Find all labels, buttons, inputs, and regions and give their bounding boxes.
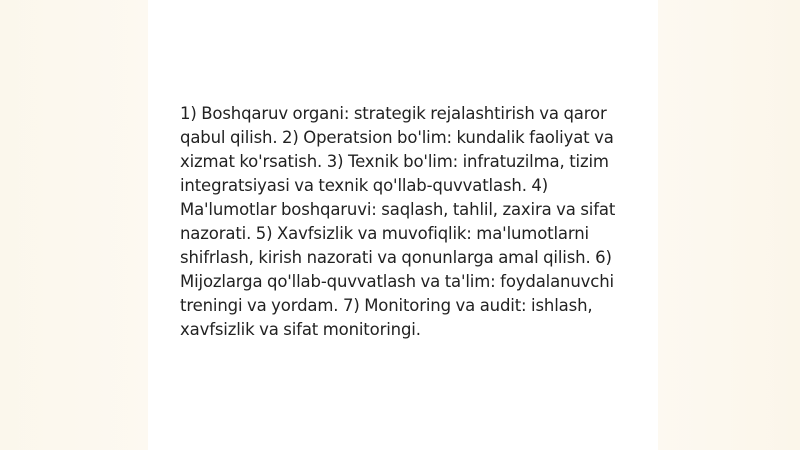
document-page <box>148 0 658 450</box>
document-paragraph: 1) Boshqaruv organi: strategik rejalashtirish va qaror qabul qilish. 2) Operatsion bo'lim: kundalik faoliyat va xizmat ko'rsatish. 3) Texnik bo'lim: infratuzilma, tizim integratsiyasi va texnik qo'llab-quvvatlash. 4) Ma'lumotlar boshqaruvi: saqlash, tahlil, zaxira va sifat nazorati. 5) Xavfsizlik va muvofiqlik: ma'lumotlarni shifrlash, kirish nazorati va qonunlarga amal qilish. 6) Mijozlarga qo'llab-quvvatlash va ta'lim: foydalanuvchi treningi va yordam. 7) Monitoring va audit: ishlash, xavfsizlik va sifat monitoringi. <box>180 104 616 339</box>
left-margin-band <box>0 0 148 450</box>
right-margin-band <box>658 0 800 450</box>
